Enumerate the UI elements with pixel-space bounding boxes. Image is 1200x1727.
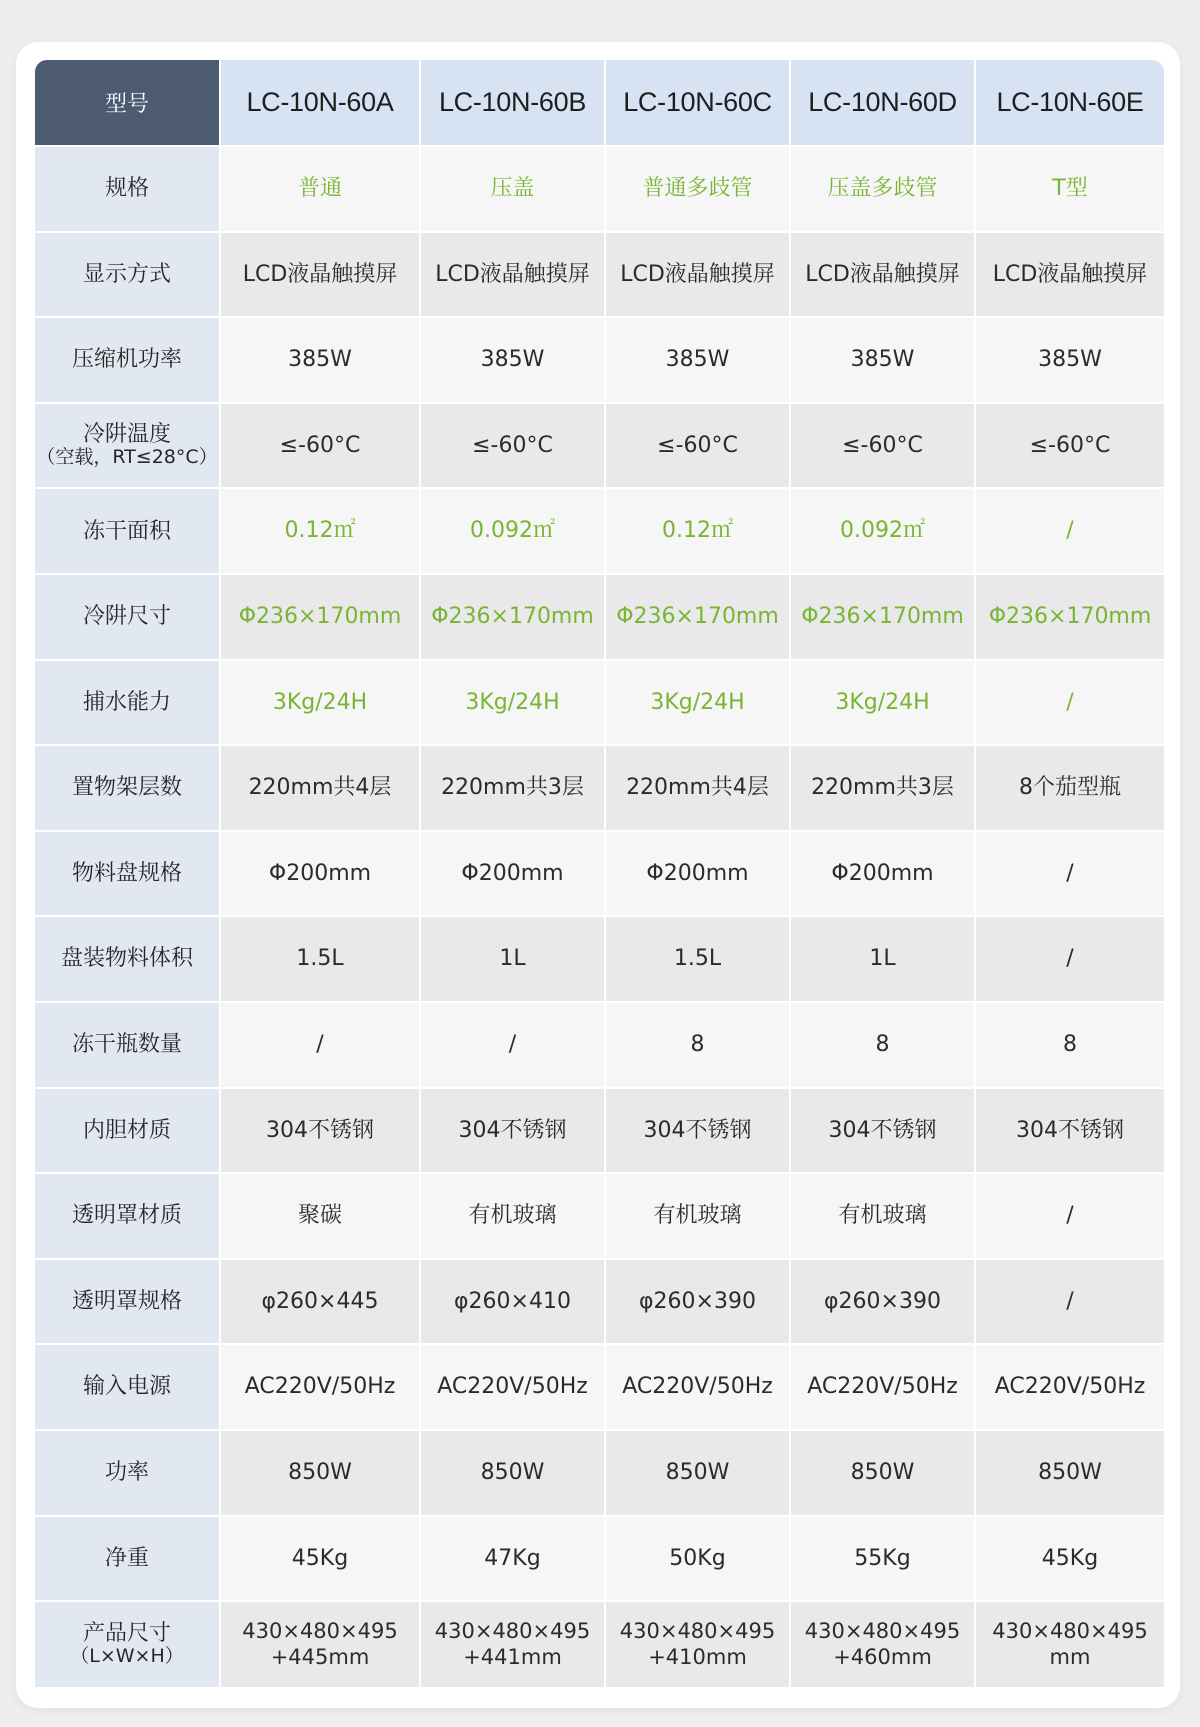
spec-value xyxy=(790,1601,975,1687)
spec-value: 850W xyxy=(605,1430,790,1516)
spec-value: LCD液晶触摸屏 xyxy=(220,232,420,318)
spec-label-text: 冻干面积 xyxy=(82,518,171,544)
spec-label xyxy=(35,574,220,660)
spec-value: 47Kg xyxy=(420,1516,605,1602)
spec-value: 385W xyxy=(605,317,790,403)
model-name: LC-10N-60E xyxy=(975,60,1164,146)
spec-value: 普通多歧管 xyxy=(605,146,790,232)
spec-label xyxy=(35,660,220,746)
spec-value-line: 430×480×495 xyxy=(804,1619,961,1644)
spec-value: ≤-60°C xyxy=(220,403,420,489)
spec-label xyxy=(35,403,220,489)
spec-row xyxy=(35,1344,1164,1430)
spec-value: / xyxy=(420,1002,605,1088)
spec-value: / xyxy=(975,831,1164,917)
spec-value-line: +460mm xyxy=(833,1645,932,1670)
spec-value: LCD液晶触摸屏 xyxy=(790,232,975,318)
spec-value: 220mm共4层 xyxy=(220,745,420,831)
spec-label xyxy=(35,1088,220,1174)
spec-value: / xyxy=(975,916,1164,1002)
spec-value: / xyxy=(975,1259,1164,1345)
spec-value: 304不锈钢 xyxy=(420,1088,605,1174)
spec-value: LCD液晶触摸屏 xyxy=(420,232,605,318)
spec-value: 有机玻璃 xyxy=(790,1173,975,1259)
spec-row xyxy=(35,1430,1164,1516)
spec-value: / xyxy=(975,488,1164,574)
spec-value: Φ236×170mm xyxy=(420,574,605,660)
spec-value: / xyxy=(975,1173,1164,1259)
spec-value: φ260×390 xyxy=(790,1259,975,1345)
spec-row xyxy=(35,1173,1164,1259)
spec-value: Φ200mm xyxy=(420,831,605,917)
spec-label-text: 透明罩规格 xyxy=(71,1288,182,1314)
spec-value: 220mm共3层 xyxy=(790,745,975,831)
spec-value: AC220V/50Hz xyxy=(975,1344,1164,1430)
spec-value: 8个茄型瓶 xyxy=(975,745,1164,831)
spec-value: / xyxy=(975,660,1164,746)
spec-value: Φ200mm xyxy=(220,831,420,917)
spec-value: 压盖 xyxy=(420,146,605,232)
spec-value: Φ236×170mm xyxy=(605,574,790,660)
spec-label-text: 冷阱温度 xyxy=(82,422,171,447)
spec-value: 普通 xyxy=(220,146,420,232)
spec-value: 8 xyxy=(790,1002,975,1088)
spec-label xyxy=(35,1173,220,1259)
spec-label-text: 规格 xyxy=(104,176,149,202)
spec-row xyxy=(35,317,1164,403)
spec-value: 聚碳 xyxy=(220,1173,420,1259)
spec-value: LCD液晶触摸屏 xyxy=(605,232,790,318)
spec-value: 385W xyxy=(790,317,975,403)
spec-value: 8 xyxy=(975,1002,1164,1088)
spec-label-text: 置物架层数 xyxy=(71,775,182,801)
spec-value: Φ236×170mm xyxy=(220,574,420,660)
spec-value-line: +441mm xyxy=(463,1645,562,1670)
spec-value: 850W xyxy=(420,1430,605,1516)
spec-value: 有机玻璃 xyxy=(420,1173,605,1259)
spec-value: 8 xyxy=(605,1002,790,1088)
spec-label-text: 透明罩材质 xyxy=(71,1203,182,1229)
spec-row xyxy=(35,831,1164,917)
spec-label xyxy=(35,1516,220,1602)
spec-value: 3Kg/24H xyxy=(420,660,605,746)
spec-label-text: 物料盘规格 xyxy=(71,860,182,886)
spec-value: 385W xyxy=(220,317,420,403)
spec-value: 850W xyxy=(790,1430,975,1516)
spec-label xyxy=(35,1601,220,1687)
spec-row xyxy=(35,403,1164,489)
spec-value: Φ200mm xyxy=(605,831,790,917)
spec-label xyxy=(35,317,220,403)
spec-sublabel: （空载，RT≤28°C） xyxy=(36,446,218,469)
spec-row xyxy=(35,1601,1164,1687)
spec-value: 304不锈钢 xyxy=(220,1088,420,1174)
spec-value: 3Kg/24H xyxy=(605,660,790,746)
spec-value: AC220V/50Hz xyxy=(605,1344,790,1430)
spec-value: ≤-60°C xyxy=(420,403,605,489)
model-name: LC-10N-60C xyxy=(605,60,790,146)
spec-value: Φ236×170mm xyxy=(975,574,1164,660)
spec-row xyxy=(35,232,1164,318)
spec-value: 45Kg xyxy=(975,1516,1164,1602)
model-header-label: 型号 xyxy=(35,60,220,146)
spec-label-text: 冻干瓶数量 xyxy=(71,1032,182,1058)
spec-value: AC220V/50Hz xyxy=(220,1344,420,1430)
spec-value xyxy=(420,1601,605,1687)
spec-table xyxy=(35,60,1164,1687)
spec-value xyxy=(605,1601,790,1687)
spec-label xyxy=(35,232,220,318)
model-name: LC-10N-60B xyxy=(420,60,605,146)
spec-value: AC220V/50Hz xyxy=(790,1344,975,1430)
spec-value: φ260×410 xyxy=(420,1259,605,1345)
spec-row xyxy=(35,146,1164,232)
spec-sublabel: （L×W×H） xyxy=(70,1645,184,1668)
spec-row xyxy=(35,1516,1164,1602)
spec-label-text: 输入电源 xyxy=(82,1374,171,1400)
spec-value: ≤-60°C xyxy=(975,403,1164,489)
spec-value: ≤-60°C xyxy=(790,403,975,489)
spec-value-line: 430×480×495 xyxy=(619,1619,776,1644)
spec-label-text: 压缩机功率 xyxy=(71,347,182,373)
spec-value: 3Kg/24H xyxy=(220,660,420,746)
spec-row xyxy=(35,488,1164,574)
spec-value: 304不锈钢 xyxy=(605,1088,790,1174)
spec-label-text: 净重 xyxy=(104,1545,149,1571)
spec-value: 1L xyxy=(420,916,605,1002)
spec-value: ≤-60°C xyxy=(605,403,790,489)
spec-label xyxy=(35,1344,220,1430)
spec-value-line: 430×480×495 xyxy=(242,1619,398,1644)
spec-label xyxy=(35,488,220,574)
spec-row xyxy=(35,1088,1164,1174)
spec-value: 850W xyxy=(975,1430,1164,1516)
spec-value: LCD液晶触摸屏 xyxy=(975,232,1164,318)
spec-value: 3Kg/24H xyxy=(790,660,975,746)
spec-value: 0.12㎡ xyxy=(605,488,790,574)
spec-label xyxy=(35,745,220,831)
spec-value: 0.092㎡ xyxy=(420,488,605,574)
spec-value-line: 430×480×495 xyxy=(434,1619,591,1644)
spec-value-line: +410mm xyxy=(648,1645,747,1670)
header-row xyxy=(35,60,1164,146)
spec-value: / xyxy=(220,1002,420,1088)
spec-label-text: 冷阱尺寸 xyxy=(82,604,171,630)
spec-value: 385W xyxy=(975,317,1164,403)
spec-value-line: mm xyxy=(1049,1645,1091,1670)
spec-value: 有机玻璃 xyxy=(605,1173,790,1259)
spec-value: 850W xyxy=(220,1430,420,1516)
spec-value: 385W xyxy=(420,317,605,403)
spec-value: φ260×445 xyxy=(220,1259,420,1345)
spec-label-text: 盘装物料体积 xyxy=(60,946,193,972)
spec-value: 220mm共3层 xyxy=(420,745,605,831)
spec-value: 304不锈钢 xyxy=(975,1088,1164,1174)
spec-value: 220mm共4层 xyxy=(605,745,790,831)
spec-row xyxy=(35,745,1164,831)
spec-value: 55Kg xyxy=(790,1516,975,1602)
spec-value-line: +445mm xyxy=(270,1645,370,1670)
spec-value: 0.12㎡ xyxy=(220,488,420,574)
spec-value: Φ200mm xyxy=(790,831,975,917)
spec-label xyxy=(35,916,220,1002)
spec-value: 1.5L xyxy=(220,916,420,1002)
spec-label-text: 产品尺寸 xyxy=(82,1620,171,1646)
spec-value: 304不锈钢 xyxy=(790,1088,975,1174)
spec-value: φ260×390 xyxy=(605,1259,790,1345)
spec-value: 50Kg xyxy=(605,1516,790,1602)
spec-value: T型 xyxy=(975,146,1164,232)
spec-label xyxy=(35,831,220,917)
spec-label-text: 捕水能力 xyxy=(82,689,171,715)
spec-value: AC220V/50Hz xyxy=(420,1344,605,1430)
spec-value: Φ236×170mm xyxy=(790,574,975,660)
spec-label xyxy=(35,1430,220,1516)
spec-label xyxy=(35,1259,220,1345)
spec-row xyxy=(35,574,1164,660)
spec-label-text: 显示方式 xyxy=(82,261,171,287)
spec-value: 0.092㎡ xyxy=(790,488,975,574)
spec-value xyxy=(220,1601,420,1687)
spec-row xyxy=(35,1002,1164,1088)
spec-row xyxy=(35,916,1164,1002)
spec-label-text: 内胆材质 xyxy=(82,1117,171,1143)
spec-value: 1.5L xyxy=(605,916,790,1002)
spec-value: 45Kg xyxy=(220,1516,420,1602)
spec-value-line: 430×480×495 xyxy=(992,1619,1148,1644)
spec-row xyxy=(35,660,1164,746)
spec-label-text: 功率 xyxy=(104,1460,149,1486)
spec-value: 1L xyxy=(790,916,975,1002)
spec-label xyxy=(35,146,220,232)
spec-label xyxy=(35,1002,220,1088)
spec-value: 压盖多歧管 xyxy=(790,146,975,232)
model-name: LC-10N-60A xyxy=(220,60,420,146)
model-name: LC-10N-60D xyxy=(790,60,975,146)
spec-row xyxy=(35,1259,1164,1345)
spec-value xyxy=(975,1601,1164,1687)
